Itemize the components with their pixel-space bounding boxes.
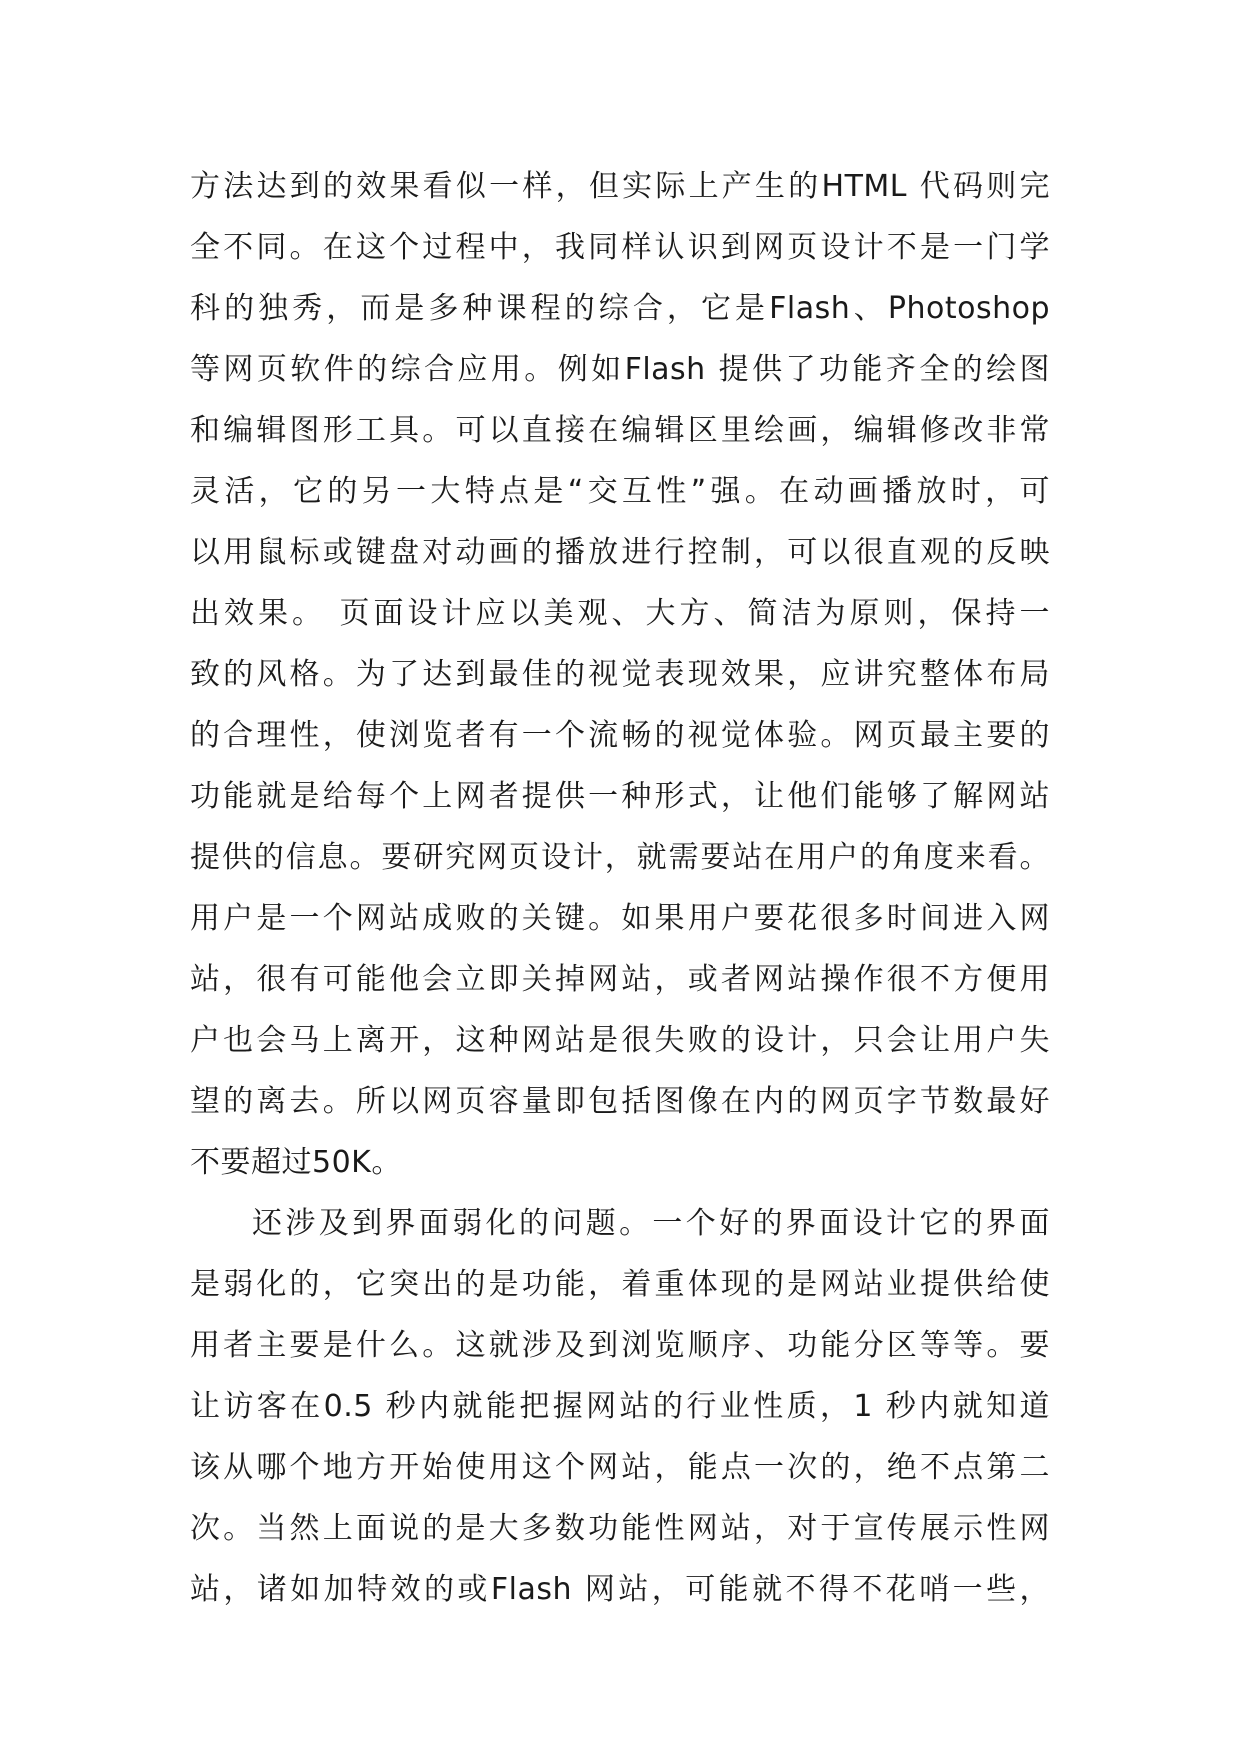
text-line: 该从哪个地方开始使用这个网站，能点一次的，绝不点第二	[190, 1450, 1050, 1485]
text-line: 致的风格。为了达到最佳的视觉表现效果，应讲究整体布局	[190, 657, 1050, 692]
text-line: 科的独秀，而是多种课程的综合，它是Flash、Photoshop	[190, 291, 1050, 326]
text-line: 的合理性，使浏览者有一个流畅的视觉体验。网页最主要的	[190, 718, 1050, 753]
text-line: 用户是一个网站成败的关键。如果用户要花很多时间进入网	[190, 901, 1050, 936]
text-line: 功能就是给每个上网者提供一种形式，让他们能够了解网站	[190, 779, 1050, 814]
text-line: 用者主要是什么。这就涉及到浏览顺序、功能分区等等。要	[190, 1328, 1050, 1363]
text-line: 让访客在0.5 秒内就能把握网站的行业性质，1 秒内就知道	[190, 1389, 1050, 1424]
text-line: 是弱化的，它突出的是功能，着重体现的是网站业提供给使	[190, 1267, 1050, 1302]
paragraph-2	[190, 1193, 1050, 1620]
text-line: 户也会马上离开，这种网站是很失败的设计，只会让用户失	[190, 1023, 1050, 1058]
text-line: 望的离去。所以网页容量即包括图像在内的网页字节数最好	[190, 1084, 1050, 1119]
text-line: 灵活，它的另一大特点是“交互性”强。在动画播放时，可	[190, 474, 1050, 509]
text-line: 站，很有可能他会立即关掉网站，或者网站操作很不方便用	[190, 962, 1050, 997]
text-line: 出效果。 页面设计应以美观、大方、简洁为原则，保持一	[190, 596, 1050, 631]
text-line: 全不同。在这个过程中，我同样认识到网页设计不是一门学	[190, 230, 1050, 265]
text-line: 方法达到的效果看似一样，但实际上产生的HTML 代码则完	[190, 169, 1050, 204]
text-line: 和编辑图形工具。可以直接在编辑区里绘画，编辑修改非常	[190, 413, 1050, 448]
text-line: 不要超过50K。	[190, 1145, 402, 1180]
text-line: 还涉及到界面弱化的问题。一个好的界面设计它的界面	[252, 1206, 1050, 1241]
paragraph-1	[190, 156, 1050, 1193]
text-line: 提供的信息。要研究网页设计，就需要站在用户的角度来看。	[190, 840, 1050, 875]
body-text	[190, 156, 1050, 1620]
text-line: 站，诸如加特效的或Flash 网站，可能就不得不花哨一些，	[190, 1572, 1050, 1607]
text-line: 次。当然上面说的是大多数功能性网站，对于宣传展示性网	[190, 1511, 1050, 1546]
text-line: 等网页软件的综合应用。例如Flash 提供了功能齐全的绘图	[190, 352, 1050, 387]
text-line: 以用鼠标或键盘对动画的播放进行控制，可以很直观的反映	[190, 535, 1050, 570]
